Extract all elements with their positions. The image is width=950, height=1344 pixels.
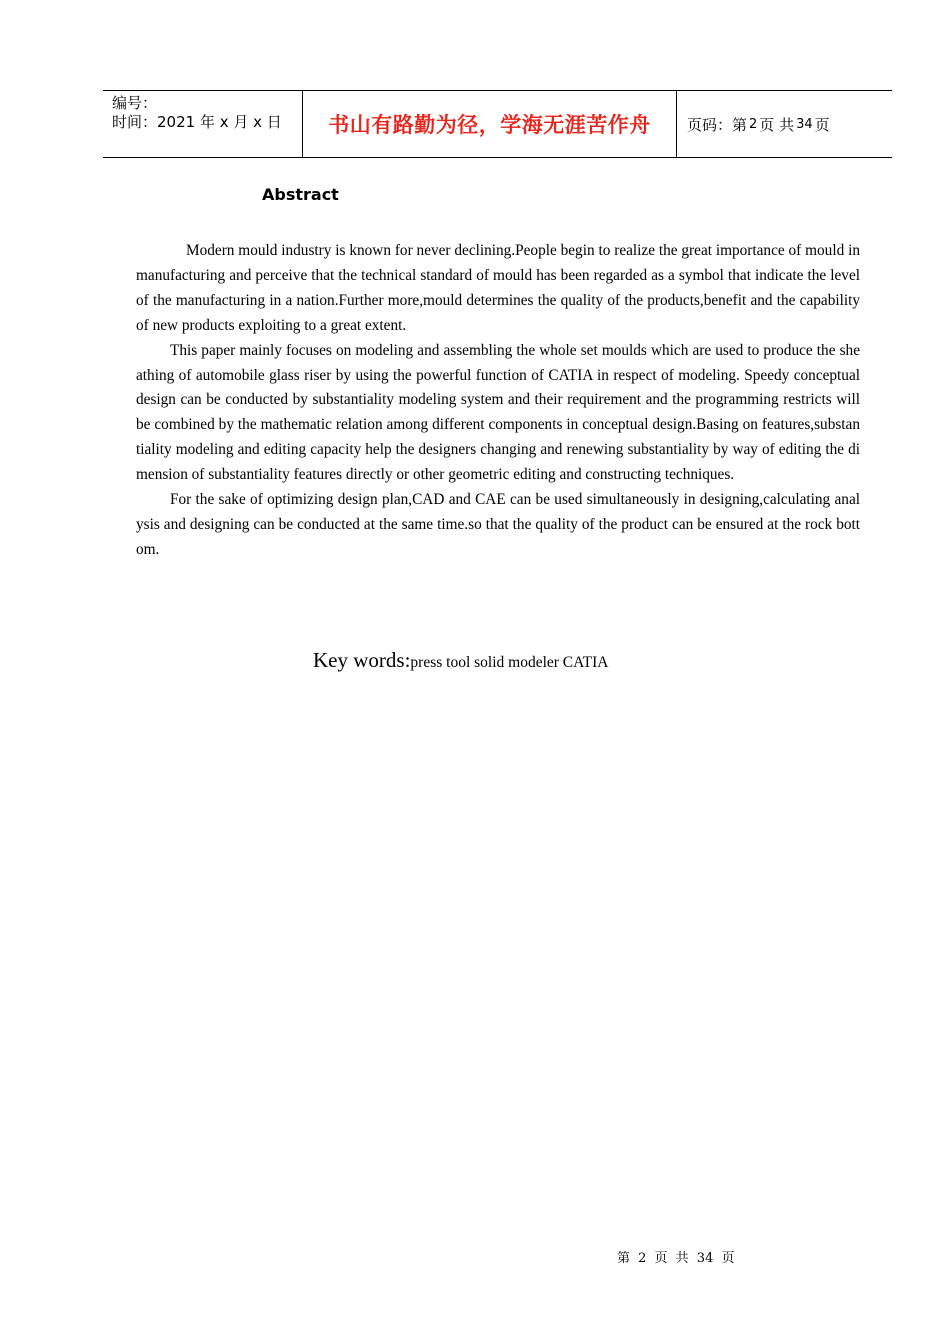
page-total: 34 [796, 116, 813, 132]
abstract-paragraph: For the sake of optimizing design plan,CAD and CAE can be used simultaneously in designing,calculating analysis and designing can be conducted at the same time.so that the quality of the product can be ensured at the rock bottom. [136, 491, 860, 558]
keywords-label: Key words: [313, 648, 411, 672]
header-page-info [677, 91, 892, 157]
header-motto: 书山有路勤为径，学海无涯苦作舟 [303, 91, 677, 157]
keywords-line [313, 648, 608, 673]
page-header [103, 90, 892, 158]
page-footer: 第 2 页 共 34 页 [617, 1251, 735, 1266]
abstract-paragraph: This paper mainly focuses on modeling and assembling the whole set moulds which are used to produce the sheathing of automobile glass riser by using the powerful function of CATIA in respect of modeling. Speedy conceptual design can be conducted by substantiality modeling system and their requirement and the programming restricts will be combined by the mathematic relation among different components in conceptual design.Basing on features,substantiality modeling and editing capacity help the designers changing and renewing substantiality by way of editing the dimension of substantiality features directly or other geometric editing and constructing techniques. [136, 341, 860, 484]
abstract-heading: Abstract [262, 185, 339, 204]
keywords-value: press tool solid modeler CATIA [410, 654, 609, 671]
page-prefix: 页码：第 [687, 115, 748, 134]
abstract-paragraph: Modern mould industry is known for never declining.People begin to realize the great importance of mould in manufacturing and perceive that the technical standard of mould has been regarded as a symbol that indicate the level of the manufacturing in a nation.Further more,mould determines the quality of the products,benefit and the capability of new products exploiting to a great extent. [136, 242, 860, 334]
page-mid: 页 共 [759, 115, 795, 134]
header-meta [103, 91, 303, 157]
serial-number-label: 编号： [112, 94, 158, 112]
page-suffix: 页 [814, 115, 830, 134]
abstract-body [136, 239, 860, 563]
page-current: 2 [749, 116, 758, 132]
date-line: 时间：2021 年 x 月 x 日 [112, 113, 282, 131]
